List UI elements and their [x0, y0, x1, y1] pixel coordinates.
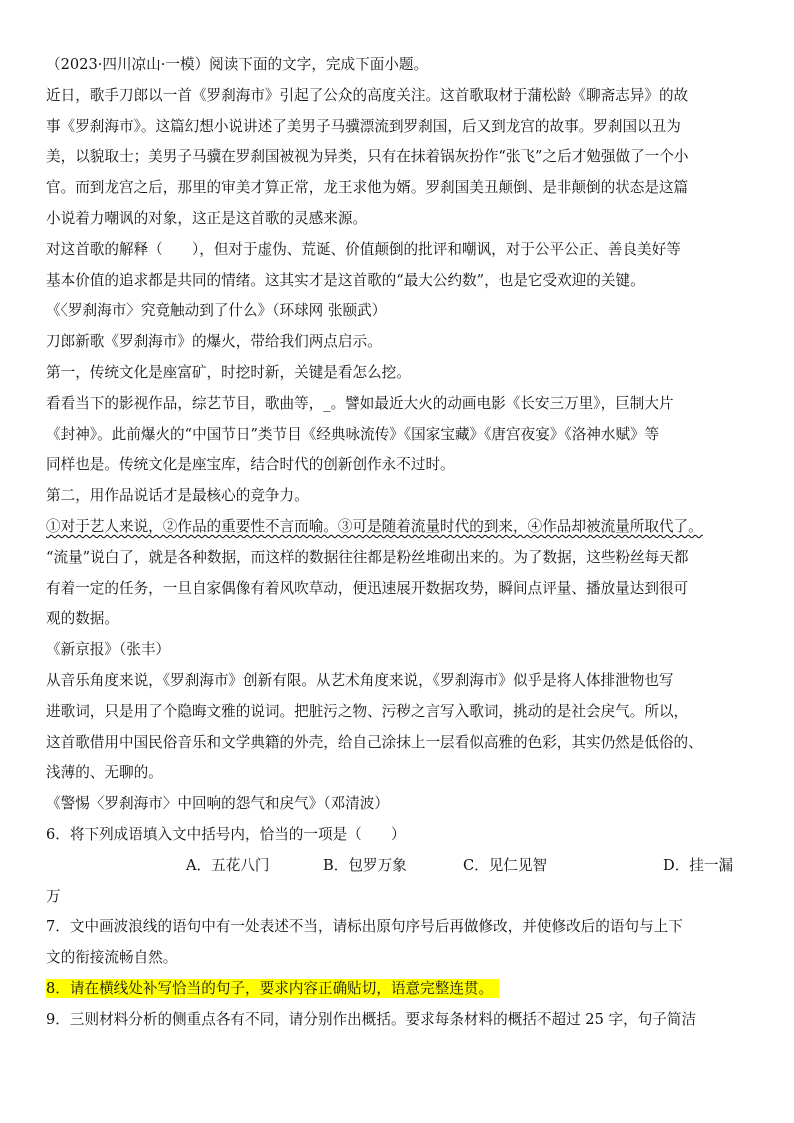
option-d-wrap: 万 — [46, 887, 61, 905]
para2-line: 对这首歌的解释（ ），但对于虚伪、荒诞、价值颠倒的批评和嘲讽，对于公平公正、善良美好等 — [46, 240, 681, 258]
para5-line: 观的数据。 — [46, 610, 119, 628]
question-7-line: 7．文中画波浪线的语句中有一处表述不当，请标出原句序号后再做修改，并使修改后的语句与上下 — [46, 918, 683, 936]
option-d: D．挂一漏 — [663, 856, 734, 874]
para4-line: 看看当下的影视作品，综艺节目，歌曲等，_。譬如最近大火的动画电影《长安三万里》，巨制大片 — [46, 394, 674, 412]
para5-line: “流量”说白了，就是各种数据，而这样的数据往往都是粉丝堆砌出来的。为了数据，这些粉丝每天都 — [46, 548, 689, 566]
para1-line: 小说着力嘲讽的对象，这正是这首歌的灵感来源。 — [46, 209, 368, 227]
para6-line: 浅薄的、无聊的。 — [46, 764, 163, 782]
question-8 — [46, 974, 758, 1005]
para1-line: 近日，歌手刀郎以一首《罗刹海市》引起了公众的高度关注。这首歌取材于蒲松龄《聊斋志异》的故 — [46, 86, 689, 104]
option-c: C．见仁见智 — [463, 856, 548, 874]
para4-line: 同样也是。传统文化是座宝库，结合时代的创新创作永不过时。 — [46, 456, 455, 474]
option-a: A．五花八门 — [186, 856, 270, 874]
intro-line: （2023·四川凉山·一模）阅读下面的文字，完成下面小题。 — [46, 56, 429, 73]
para6-line: 从音乐角度来说，《罗刹海市》创新有限。从艺术角度来说，《罗刹海市》似乎是将人体排泄物也写 — [46, 671, 674, 689]
para2-line: 基本价值的追求都是共同的情绪。这其实才是这首歌的“最大公约数”，也是它受欢迎的关键。 — [46, 271, 645, 289]
option-b: B．包罗万象 — [323, 856, 407, 874]
para1-line: 美，以貌取士；美男子马骥在罗刹国被视为异类，只有在抹着锅灰扮作“张飞”之后才勉强做了一个小 — [46, 148, 689, 166]
question-7-line: 文的衔接流畅自然。 — [46, 949, 178, 967]
question-9: 9．三则材料分析的侧重点各有不同，请分别作出概括。要求每条材料的概括不超过 25 字，句子简洁 — [46, 1010, 697, 1028]
para6-line: 这首歌借用中国民俗音乐和文学典籍的外壳，给自己涂抹上一层看似高雅的色彩，其实仍然是低俗的、 — [46, 733, 703, 751]
source-citation-1: 《〈罗刹海市〉究竟触动到了什么》（环球网 张颐武） — [46, 302, 387, 320]
para1-line: 事《罗刹海市》。这篇幻想小说讲述了美男子马骥漂流到罗刹国，后又到龙宫的故事。罗刹国以丑为 — [46, 117, 681, 135]
point-1: 第一，传统文化是座富矿，时挖时新，关键是看怎么挖。 — [46, 363, 411, 381]
source-citation-2: 《新京报》（张丰） — [46, 641, 171, 659]
question-8-highlighted: 8．请在横线处补写恰当的句子，要求内容正确贴切，语意完整连贯。 — [46, 979, 499, 998]
para1-line: 官。而到龙宫之后，那里的审美才算正常，龙王求他为婿。罗刹国美丑颠倒、是非颠倒的状态是这篇 — [46, 179, 689, 197]
source-citation-3: 《警惕〈罗刹海市〉中回响的怨气和戾气》（邓清波） — [46, 795, 389, 813]
question-6-options — [46, 851, 758, 882]
wavy-underlined-sentence — [46, 512, 758, 543]
question-6-stem: 6．将下列成语填入文中括号内，恰当的一项是（ ） — [46, 825, 406, 843]
para5-line: 有着一定的任务，一旦自家偶像有着风吹草动，便迅速展开数据攻势，瞬间点评量、播放量达到很可 — [46, 579, 689, 597]
document-page — [46, 50, 758, 1036]
para6-line: 进歌词，只是用了个隐晦文雅的说词。把脏污之物、污秽之言写入歌词，挑动的是社会戾气。所以， — [46, 702, 689, 720]
wavy-sentence-text: ①对于艺人来说，②作品的重要性不言而喻。③可是随着流量时代的到来，④作品却被流量所取代了。 — [46, 517, 703, 535]
point-2: 第二，用作品说话才是最核心的竞争力。 — [46, 487, 309, 505]
para4-line: 《封神》。此前爆火的“中国节日”类节目《经典咏流传》《国家宝藏》《唐宫夜宴》《洛神水赋》等 — [46, 425, 660, 443]
para3-line: 刀郎新歌《罗刹海市》的爆火，带给我们两点启示。 — [46, 333, 382, 351]
